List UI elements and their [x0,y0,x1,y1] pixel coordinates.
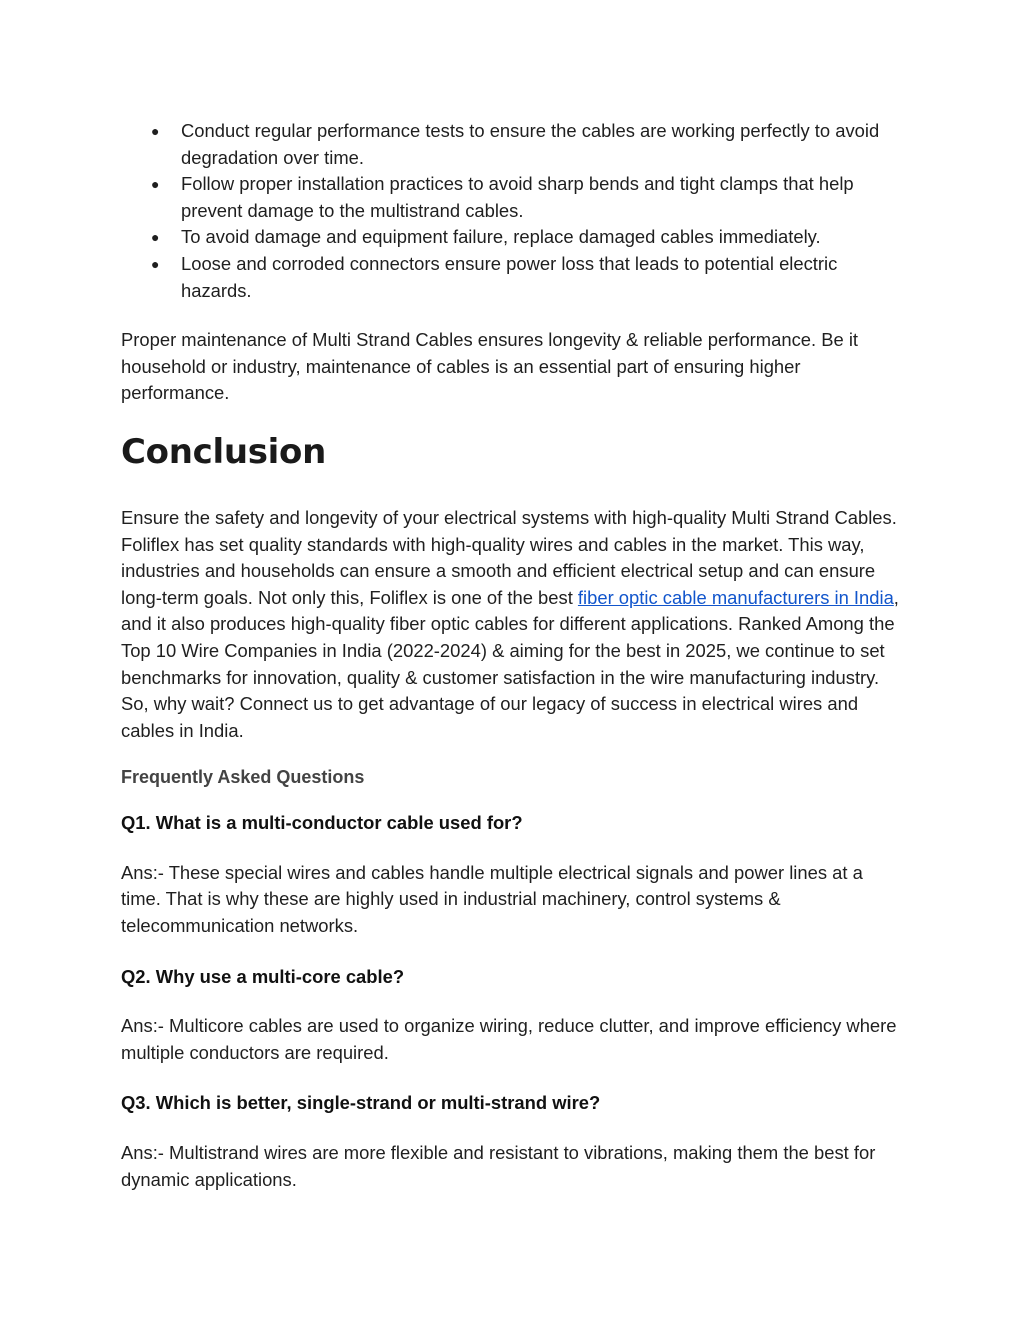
bullet-icon: ● [151,229,160,246]
document-page [121,118,899,1193]
conclusion-text-start: Ensure the safety and longevity of your electrical systems with high-quality Multi Strand Cables. Foliflex has set quality standards with high-quality wires and cables in the market. This way, industries and households can ensure a smooth and efficient electrical setup and can ensure long-term goals. Not only this, Foliflex is one of the best [121,506,897,608]
conclusion-paragraph [121,505,899,744]
bullet-icon: ● [151,176,160,193]
faq-answer: Ans:- Multistrand wires are more flexible and resistant to vibrations, making them the best for dynamic applications. [121,1142,876,1190]
conclusion-heading: Conclusion [121,431,326,472]
list-item [121,118,899,171]
fiber-optic-manufacturers-link[interactable]: fiber optic cable manufacturers in India [577,586,894,608]
list-item-text: Loose and corroded connectors ensure power loss that leads to potential electric hazards. [181,252,838,301]
list-item-text: Conduct regular performance tests to ensure the cables are working perfectly to avoid degradation over time. [181,120,880,168]
maintenance-paragraph: Proper maintenance of Multi Strand Cables ensures longevity & reliable performance. Be it household or industry, maintenance of cables is an essential part of ensuring higher performance. [121,329,859,404]
faq-answer: Ans:- Multicore cables are used to organize wiring, reduce clutter, and improve efficiency where multiple conductors are required. [121,1015,897,1063]
faq-question: Q3. Which is better, single-strand or multi-strand wire? [121,1092,601,1114]
bullet-icon: ● [151,123,160,139]
conclusion-text-end: , and it also produces high-quality fiber optic cables for different applications. Ranked Among the Top 10 Wire Companies in India (2022-2024) & aiming for the best in 2025, we continue to set benchmarks for innovation, quality & customer satisfaction in the wire manufacturing industry. So, why wait? Connect us to get advantage of our legacy of success in electrical wires and cables in India. [121,586,899,741]
list-item-text: Follow proper installation practices to avoid sharp bends and tight clamps that help prevent damage to the multistrand cables. [181,173,854,221]
faq-answer: Ans:- These special wires and cables handle multiple electrical signals and power lines at a time. That is why these are highly used in industrial machinery, control systems & telecommunication networks. [121,861,863,937]
list-item [121,171,899,224]
maintenance-tips-list [121,118,899,304]
faq-question: Q1. What is a multi-conductor cable used for? [121,812,523,834]
faq-question: Q2. Why use a multi-core cable? [121,965,405,987]
bullet-icon: ● [151,255,160,272]
list-item-text: To avoid damage and equipment failure, replace damaged cables immediately. [181,226,821,248]
faq-heading: Frequently Asked Questions [121,767,365,788]
list-item [121,251,899,304]
list-item [121,224,899,251]
